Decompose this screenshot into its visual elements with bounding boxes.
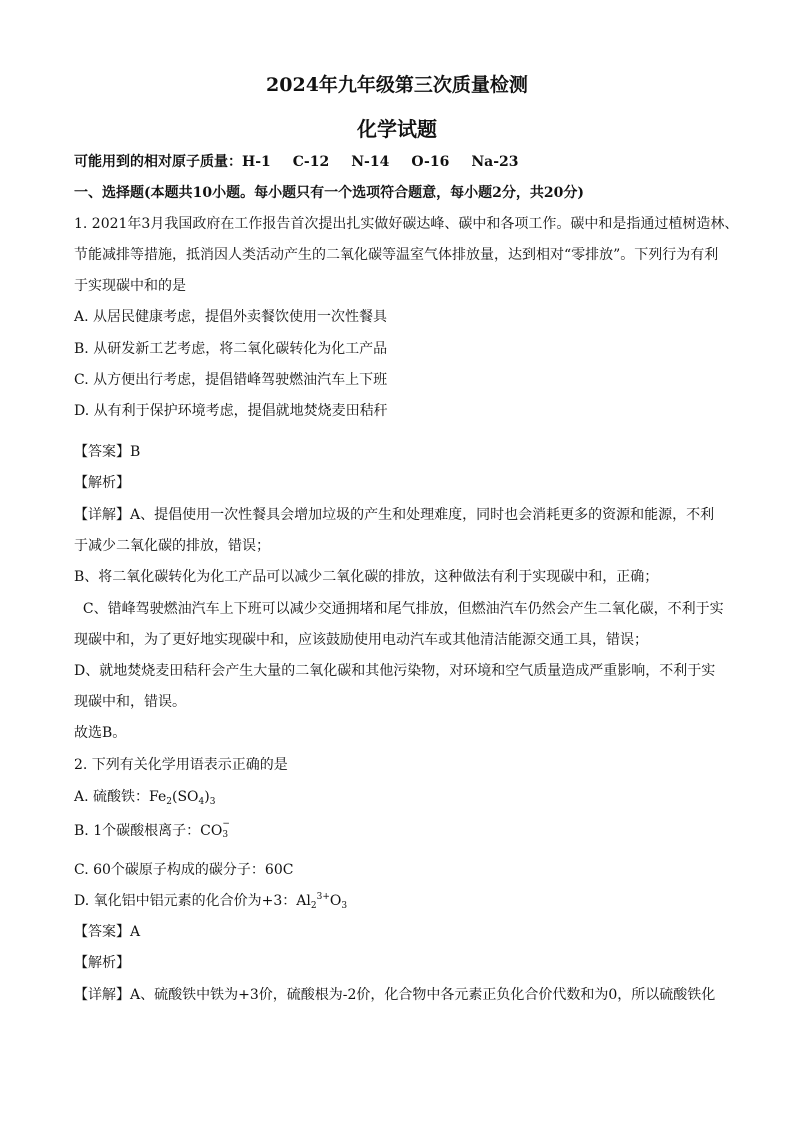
q1-option-c: C. 从方便出行考虑，提倡错峰驾驶燃油汽车上下班 xyxy=(74,372,388,388)
q2-option-d-text: D. 氧化铝中铝元素的化合价为+3： xyxy=(74,893,297,909)
q1-option-b: B. 从研发新工艺考虑，将二氧化碳转化为化工产品 xyxy=(74,341,388,357)
q2-option-b-formula: CO − 3 xyxy=(200,819,230,840)
q1-option-a: A. 从居民健康考虑，提倡外卖餐饮使用一次性餐具 xyxy=(74,309,388,325)
atomic-mass-o: O-16 xyxy=(411,154,450,170)
q1-conclusion: 故选B。 xyxy=(74,725,127,741)
q1-detail-line-7: 现碳中和，错误。 xyxy=(74,694,186,710)
q2-option-d-formula: $Al_2^{3+}O_3$ xyxy=(296,892,348,911)
q1-stem-line-2: 节能减排等措施，抵消因人类活动产生的二氧化碳等温室气体排放量，达到相对“零排放”。下列行为有利 xyxy=(74,247,719,263)
q2-option-c: C. 60个碳原子构成的碳分子：60C xyxy=(74,862,294,878)
page-subtitle: 化学试题 xyxy=(357,117,437,141)
q1-stem-line-3: 于实现碳中和的是 xyxy=(74,278,186,294)
q1-detail-line-5: 现碳中和，为了更好地实现碳中和，应该鼓励使用电动汽车或其他清洁能源交通工具，错误； xyxy=(74,632,648,648)
q2-option-a-formula: $Fe_2(SO_4)_3$ xyxy=(149,789,216,807)
q1-analysis-label: 【解析】 xyxy=(74,475,130,491)
atomic-mass-n: N-14 xyxy=(351,154,390,170)
q2-stem: 2. 下列有关化学用语表示正确的是 xyxy=(74,757,288,773)
atomic-mass-na: Na-23 xyxy=(471,154,519,170)
atomic-mass-h: H-1 xyxy=(242,154,271,170)
q1-detail-line-6: D、就地焚烧麦田秸秆会产生大量的二氧化碳和其他污染物，对环境和空气质量造成严重影响，不利于实 xyxy=(74,663,716,679)
page-title: 2024年九年级第三次质量检测 xyxy=(266,74,528,96)
section-heading: 一、选择题(本题共10小题。每小题只有一个选项符合题意，每小题2分，共20分) xyxy=(74,185,584,201)
q2-analysis-label: 【解析】 xyxy=(74,955,130,971)
q2-option-a xyxy=(74,786,215,807)
q2-answer: 【答案】A xyxy=(74,924,141,940)
atomic-mass-line xyxy=(74,151,519,171)
q2-detail-line-1: 【详解】A、硫酸铁中铁为+3价，硫酸根为-2价，化合物中各元素正负化合价代数和为0，所以硫酸铁化 xyxy=(74,987,716,1003)
q1-detail-line-2: 于减少二氧化碳的排放，错误； xyxy=(74,538,270,554)
q1-stem-line-1: 1. 2021年3月我国政府在工作报告首次提出扎实做好碳达峰、碳中和各项工作。碳中和是指通过植树造林、 xyxy=(74,216,739,232)
atomic-mass-c: C-12 xyxy=(292,154,330,170)
q2-option-b-text: B. 1个碳酸根离子： xyxy=(74,823,201,839)
q1-detail-line-1: 【详解】A、提倡使用一次性餐具会增加垃圾的产生和处理难度，同时也会消耗更多的资源和能源，不利 xyxy=(74,507,715,523)
q1-detail-line-4: C、错峰驾驶燃油汽车上下班可以减少交通拥堵和尾气排放，但燃油汽车仍然会产生二氧化碳，不利于实 xyxy=(74,601,724,617)
q1-detail-line-3: B、将二氧化碳转化为化工产品可以减少二氧化碳的排放，这种做法有利于实现碳中和，正确； xyxy=(74,569,659,585)
q2-option-a-text: A. 硫酸铁： xyxy=(74,789,150,805)
q1-answer: 【答案】B xyxy=(74,444,141,460)
q2-option-d xyxy=(74,890,347,911)
q1-option-d: D. 从有利于保护环境考虑，提倡就地焚烧麦田秸秆 xyxy=(74,403,388,419)
q2-option-b xyxy=(74,820,229,840)
atomic-mass-label: 可能用到的相对原子质量： xyxy=(74,154,242,170)
